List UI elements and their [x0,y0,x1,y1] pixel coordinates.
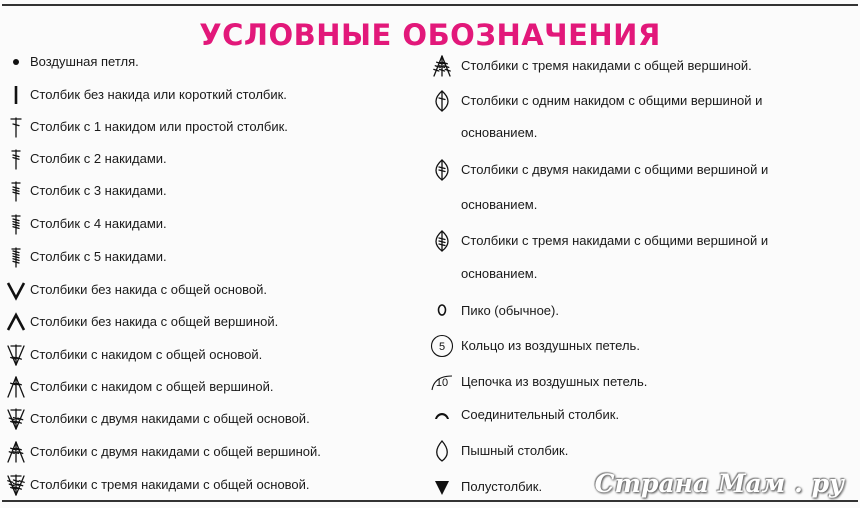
legend-item-label: Цепочка из воздушных петель. [461,374,648,389]
sc-decrease-caret-icon [4,310,28,334]
legend-item-label: Кольцо из воздушных петель. [461,338,640,353]
chain-arc-icon [430,370,454,394]
icon-number: 5 [438,341,446,353]
legend-item-label: Столбики с двумя накидами с общими вершиной и [461,162,769,177]
half-double-triangle-icon [430,475,454,499]
dtr-cluster-leaf-icon [430,229,454,253]
picot-icon [430,299,454,323]
legend-item-label: основанием. [461,266,538,281]
legend-item-label: Столбики с тремя накидами с общей основой. [30,477,310,492]
legend-item-label: Столбики с двумя накидами с общей основой. [30,411,310,426]
legend-item-label: основанием. [461,197,538,212]
tr-decrease-icon [4,440,28,464]
tr-cluster-leaf-icon [430,158,454,182]
chain-stitch-dot-icon [4,50,28,74]
legend-item-label: Столбики без накида с общей основой. [30,282,268,297]
legend-item-label: Столбик с 1 накидом или простой столбик. [30,119,288,134]
icon-number: 10 [435,377,449,389]
legend-item-label: Пышный столбик. [461,443,569,458]
legend-item-label: Столбик без накида или короткий столбик. [30,87,287,102]
page-title: УСЛОВНЫЕ ОБОЗНАЧЕНИЯ [199,18,661,52]
treble-crochet-icon [4,147,28,171]
puff-stitch-icon [430,439,454,463]
legend-item-label: Воздушная петля. [30,54,139,69]
double-crochet-icon [4,115,28,139]
chain-ring-icon [430,334,454,358]
dtr-increase-icon [4,473,28,497]
sc-increase-v-icon [4,278,28,302]
quadruple-treble-icon [4,212,28,236]
legend-item-label: Столбики с двумя накидами с общей вершиной. [30,444,321,459]
legend-item-label: Столбик с 2 накидами. [30,151,167,166]
legend-item-label: Пико (обычное). [461,303,559,318]
legend-item-label: Столбики с тремя накидами с общей вершиной. [461,58,752,73]
slip-stitch-arc-icon [430,403,454,427]
single-crochet-bar-icon [4,83,28,107]
dc-decrease-icon [4,375,28,399]
legend-item-label: Столбик с 3 накидами. [30,183,167,198]
dc-increase-icon [4,343,28,367]
top-border [2,4,858,6]
legend-item-label: основанием. [461,125,538,140]
legend-item-label: Соединительный столбик. [461,407,620,422]
tr-increase-icon [4,407,28,431]
legend-item-label: Столбики с тремя накидами с общими вершиной и [461,233,769,248]
quintuple-treble-icon [4,245,28,269]
legend-item-label: Столбики с накидом с общей вершиной. [30,379,274,394]
legend-item-label: Полустолбик. [461,479,543,494]
watermark: Страна Мам . ру [594,469,844,498]
legend-item-label: Столбик с 5 накидами. [30,249,167,264]
triple-treble-icon [4,179,28,203]
dc-cluster-leaf-icon [430,89,454,113]
bottom-border [2,500,858,502]
legend-item-label: Столбик с 4 накидами. [30,216,167,231]
legend-item-label: Столбики без накида с общей вершиной. [30,314,279,329]
dtr-decrease-icon [430,54,454,78]
legend-item-label: Столбики с одним накидом с общими вершиной и [461,93,763,108]
legend-item-label: Столбики с накидом с общей основой. [30,347,263,362]
